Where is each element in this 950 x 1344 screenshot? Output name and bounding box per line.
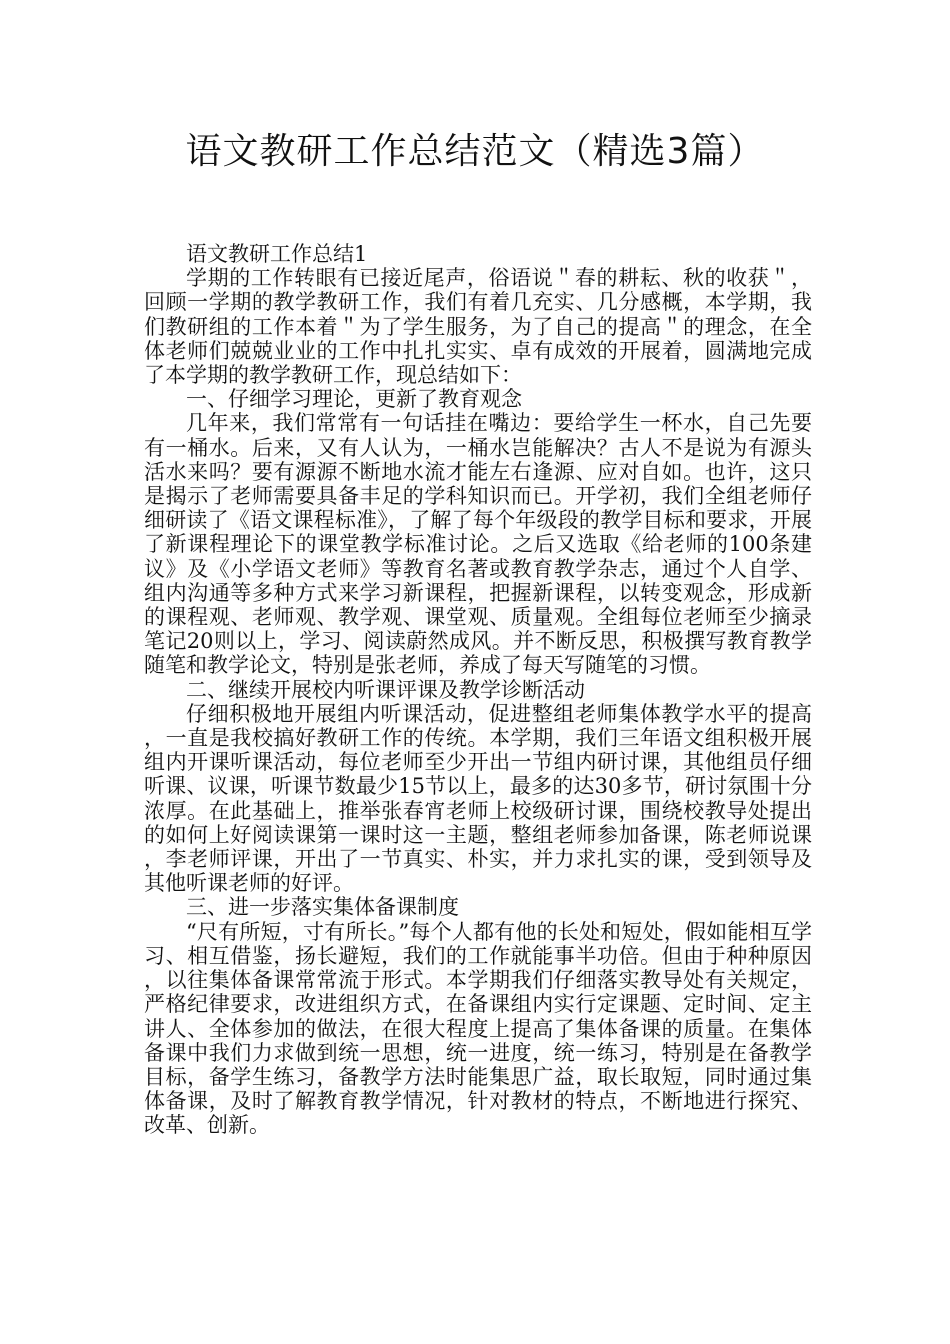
study-theory-paragraph: 几年来，我们常常有一句话挂在嘴边：要给学生一杯水，自己先要有一桶水。后来，又有人认为，一桶水岂能解决？古人不是说为有源头活水来吗？要有源源不断地水流才能左右逢源、应对自如。也许，这只是揭示了老师需要具备丰足的学科知识而已。开学初，我们全组老师仔细研读了《语文课程标准》，了解了每个年级段的教学目标和要求，开展了新课程理论下的课堂教学标准讨论。之后又选取《给老师的100条建议》及《小学语文老师》等教育名著或教育教学杂志，通过个人自学、组内沟通等多种方式来学习新课程，把握新课程，以转变观念，形成新的课程观、老师观、教学观、课堂观、质量观。全组每位老师至少摘录笔记20则以上，学习、阅读蔚然成风。并不断反思，积极撰写教育教学随笔和教学论文，特别是张老师，养成了每天写随笔的习惯。 — [144, 411, 812, 678]
section-heading-summary-1: 语文教研工作总结1 — [186, 242, 368, 266]
document-body — [144, 242, 812, 1138]
collective-preparation-paragraph: “尺有所短，寸有所长。”每个人都有他的长处和短处，假如能相互学习、相互借鉴，扬长避短，我们的工作就能事半功倍。但由于种种原因，以往集体备课常常流于形式。本学期我们仔细落实教导处有关规定，严格纪律要求，改进组织方式，在备课组内实行定课题、定时间、定主讲人、全体参加的做法，在很大程度上提高了集体备课的质量。在集体备课中我们力求做到统一思想，统一进度，统一练习，特别是在备教学目标，备学生练习，备教学方法时能集思广益，取长取短，同时通过集体备课，及时了解教育教学情况，针对教材的特点，不断地进行探究、改革、创新。 — [144, 919, 812, 1138]
section-heading-collective-preparation: 三、进一步落实集体备课制度 — [186, 895, 459, 920]
intro-paragraph: 学期的工作转眼有已接近尾声，俗语说＂春的耕耘、秋的收获＂，回顾一学期的教学教研工作，我们有着几充实、几分感概，本学期，我们教研组的工作本着＂为了学生服务，为了自己的提高＂的理念，在全体老师们兢兢业业的工作中扎扎实实、卓有成效的开展着，圆满地完成了本学期的教学教研工作，现总结如下： — [144, 266, 812, 388]
section-heading-study-theory: 一、仔细学习理论，更新了教育观念 — [186, 387, 522, 412]
section-heading-lesson-observation: 二、继续开展校内听课评课及教学诊断活动 — [186, 677, 585, 702]
document-title: 语文教研工作总结范文（精选3篇） — [185, 131, 765, 172]
lesson-observation-paragraph: 仔细积极地开展组内听课活动，促进整组老师集体教学水平的提高，一直是我校搞好教研工作的传统。本学期，我们三年语文组积极开展组内开课听课活动，每位老师至少开出一节组内研讨课，其他组员仔细听课、议课，听课节数最少15节以上，最多的达30多节，研讨氛围十分浓厚。在此基础上，推举张春宵老师上校级研讨课，围绕校教导处提出的如何上好阅读课第一课时这一主题，整组老师参加备课，陈老师说课，李老师评课，开出了一节真实、朴实，并力求扎实的课，受到领导及其他听课老师的好评。 — [144, 701, 812, 896]
